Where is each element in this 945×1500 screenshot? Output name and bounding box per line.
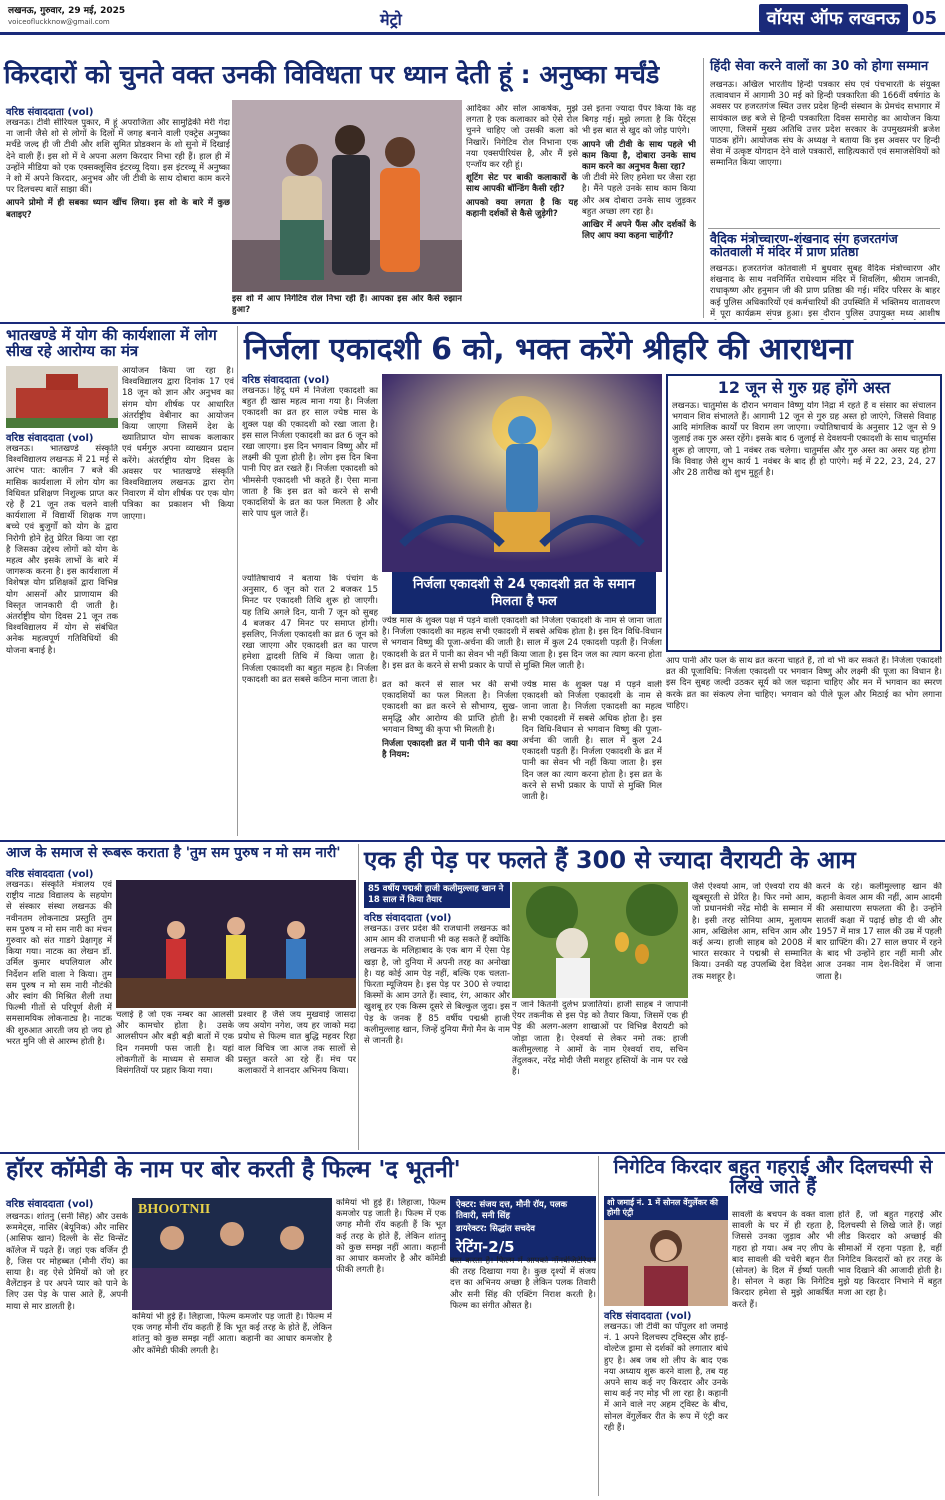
divider	[237, 326, 238, 836]
a7-body3: प्रश्वार है जैसे जय मुखवाई जासदा जय अयोग नगेश, जय हर जाको मदा प्रयोध से फिल्म वात बुद्धि महवर रिहा वाल विचित्र जा आज तक सालों से प्रस्तुत करते आ रहे हैं। मंच पर कलाकारों ने शानदार अभिनय किया।	[238, 1010, 356, 1077]
a8-body3: जैसे ऐश्वर्या आम, जो ऐश्वर्या राय की खूबसूरती से प्रेरित है। फिर नमो आम, जो प्रधानमंत्री नरेंद्र मोदी के सम्मान में है। इसी तरह सोनिया आम, मुलायम आम, अखिलेश आम, सचिन आम और कई अन्य। हाजी साहब को 2008 में भारत सरकार ने पद्मश्री से सम्मानित किया। उनकी यह उपलब्धि देश विदेश तक मशहूर है।	[692, 882, 812, 982]
a9-body: लखनऊ। शांतनु (सनी सिंह) और उसके रूममेट्स, नासिर (बेयूनिक) और नासिर (आसिफ खान) दिल्ली के सेंट विन्सेंट कॉलेज में पढ़ते हैं। जहां एक वर्जिन ट्री है, जिस पर मोहब्बत (मौनी रॉय) का साया है। वह ऐसे प्रेमियों को जो हर वैलेंटाइन डे पर अपने प्यार को पाने के लिए उस पेड़ के पास आते हैं, अपनी माया से मार डालती है।	[6, 1212, 128, 1312]
page-number: 05	[911, 7, 937, 29]
a5-photo	[382, 374, 662, 572]
a8-headline: एक ही पेड़ पर फलते हैं 300 से ज्यादा वैरायटी के आम	[364, 846, 856, 874]
section-rule	[0, 840, 945, 842]
a8-body2: न जाने कितनी दुर्लभ प्रजातियां। हाजी साहब ने जापानी ऐयर तकनीक से इस पेड़ को तैयार किया, जिसमें एक ही पेड़ की अलग-अलग शाखाओं पर विभिन्न वैरायटी को जोड़ा जाता है। ऐश्वर्या से लेकर नमो तक: हाजी कलीमुल्लाह ने आमों के नाम ऐश्वर्या राय, सचिन तेंदुलकर, नरेंद्र मोदी जैसी मशहूर हस्तियों के नाम पर रखे हैं।	[512, 1000, 688, 1078]
a10-byline: वरिष्ठ संवाददाता (vol)	[604, 1311, 692, 1322]
a6-box	[666, 374, 942, 652]
a3-headline: वैदिक मंत्रोच्चारण-शंखनाद संग हजरतगंज कोतवाली में मंदिर में प्राण प्रतिष्ठा	[710, 231, 898, 260]
a8-body: लखनऊ। उत्तर प्रदेश की राजधानी लखनऊ को आम आम की राजधानी भी कह सकते हैं क्योंकि लखनऊ के मलिहाबाद के एक बाग में ऐसा पेड़ खड़ा है, जो दुनिया में अपनी तरह का अनोखा है। यह कोई आम पेड़ नहीं, बल्कि एक चलता-फिरता म्यूजियम है। इस पेड़ पर 300 से ज्यादा किस्मों के आम उगते हैं। स्वाद, रंग, आकार और खुशबू हर एक किस्म दूसरे से बिल्कुल जुदा। इस पेड़ के जनक हैं 85 वर्षीय पद्मश्री हाजी कलीमुल्लाह खान, जिन्हें दुनिया मैंगो मैन के नाम से जानती है।	[364, 924, 510, 1047]
a4-body2: आयोजन किया जा रहा है। विश्वविद्यालय द्वारा दिनांक 17 एवं 18 जून को ज्ञान और अनुभव का संगम योग शीर्षक पर आधारित अंतर्राष्ट्रीय वेबीनार का आयोजन किया जाएगा जिसमें देश के ख्यातिप्राप्त योग साधक कलाकार एवं धर्मगुरु अपना व्याख्यान प्रदान करेंगे। अंतर्राष्ट्रीय योग दिवस के अवसर पर भातखण्डे संस्कृति विश्वविद्यालय लखनऊ द्वारा रोग निवारण में योग शीर्षक पर एक योग पत्रिका का प्रकाशन भी किया जाएगा।	[122, 366, 234, 522]
a9-headline: हॉरर कॉमेडी के नाम पर बोर करती है फिल्म 'द भूतनी'	[6, 1157, 461, 1183]
a10-body2: सावली के बचपन के वक्त वाला सावली के घर में ही रहता है, जिससे उनका जुड़ाव और भी गहरा हो गया। अब नए लीप के बाद सावली की चचेरी बहन रीत (सोनल) के दिल में ईर्ष्या पलती है। सोनल ने कहा कि निगेटिव किरदार हमेशा से मुझे आकर्षित करते हैं।	[732, 1210, 834, 1310]
date-line: लखनऊ, गुरुवार, 29 मई, 2025	[8, 6, 126, 16]
a9-info-box	[450, 1196, 596, 1261]
a6-headline: 12 जून से गुरु ग्रह होंगे अस्त	[717, 378, 891, 397]
a1-q3: आपने जी टीवी के साथ पहले भी काम किया है, दोबारा उनके साथ काम करने का अनुभव कैसा रहा?	[582, 139, 696, 173]
a9-director: डायरेक्टर: सिद्धांत सचदेव	[456, 1224, 536, 1234]
a3-body: लखनऊ। हजरतगंज कोतवाली में बुधवार सुबह वैदिक मंत्रोच्चारण और शंखनाद के साथ नवनिर्मित राधेश्याम मंदिर में शिवलिंग, श्रीराम जानकी, राधाकृष्ण और हनुमान जी की प्राण प्रतिष्ठा की गई। मंदिर परिसर के बाहर कई पुलिस अधिकारियों एवं कर्मचारियों की उपस्थिति में भक्तिमय वातावरण में पूरा कार्यक्रम संपन्न हुआ। इस दौरान पुलिस उपायुक्त मध्य आशीष	[710, 264, 940, 319]
a6-body2: आप पानी और फल के साथ व्रत करना चाहते हैं, तो वो भी कर सकते हैं। निर्जला एकादशी व्रत की पूजाविधि: निर्जला एकादशी पर भगवान विष्णु और लक्ष्मी की पूजा का विधान है। इस दिन सुबह जल्दी उठकर सूर्य को जल चढ़ाना चाहिए और मन में भगवान का स्मरण करके व्रत का संकल्प लेना चाहिए। भगवान को पीले फूल और मिठाई का भोग लगाना चाहिए।	[666, 656, 942, 711]
email-line: voiceofluckknow@gmail.com	[8, 18, 110, 26]
a1-photo	[232, 100, 462, 292]
a8-body4: करने के रहे। कलीमुल्लाह खान की कहानी केवल आम की नहीं, आम आदमी की असाधारण सफलता की है। उन्होंने सातवीं कक्षा में पढ़ाई छोड़ दी थी और 1957 में मात्र 17 साल की उम्र में पहली बार ग्राफ्टिंग की। 27 साल छपार में रहने के बाद भी उन्होंने हार नहीं मानी और आज उनका नाम देश-विदेश में जाना जाता है।	[816, 882, 942, 982]
a8-caption: 85 वर्षीय पद्मश्री हाजी कलीमुल्लाह खान ने 18 साल में किया तैयार	[364, 882, 510, 908]
divider	[703, 58, 704, 318]
masthead-dateline	[8, 6, 125, 28]
a1-body-col2	[466, 104, 578, 318]
a5-col4-text: व्रत को करने से साल भर की सभी एकादशियों का फल मिलता है। निर्जला एकादशी का व्रत करने से सौभाग्य, सुख-समृद्धि और आरोग्य की प्राप्ति होती है। भगवान विष्णु की कृपा भी मिलती है।	[382, 680, 518, 735]
a1-q1: आपने प्रोमो में ही सबका ध्यान खींच लिया। इस शो के बारे में कुछ बताइए?	[6, 198, 230, 220]
a1-body-col3	[582, 104, 696, 318]
stage-play-illustration	[116, 880, 356, 1008]
a9-poster	[132, 1198, 332, 1310]
a5-byline: वरिष्ठ संवाददाता (vol)	[242, 375, 330, 386]
a1-col3-text: उसे इतना ज्यादा पैंपर किया कि वह बिगड़ गई। मुझे लगता है कि पैरेंट्स भी इस बात से खुद को जोड़ पाएंगे।	[582, 104, 696, 137]
a7-byline: वरिष्ठ संवाददाता (vol)	[6, 869, 94, 880]
brand-logo: वॉयस ऑफ लखनऊ	[759, 4, 908, 32]
divider	[358, 844, 359, 1150]
a5-col1: लखनऊ। हिंदू धर्म में निर्जला एकादशी का बहुत ही खास महत्व माना गया है। निर्जला एकादशी का व्रत हर साल ज्येष्ठ मास के शुक्ल पक्ष की एकादशी को रखा जाता है। इस साल निर्जला एकादशी का व्रत 6 जून को रखा जाएगा। इस दिन भगवान विष्णु और माँ लक्ष्मी की पूजा होती है। लोग इस दिन बिना पानी पिए व्रत रखते हैं। निर्जला एकादशी को भीमसेनी एकादशी भी कहते हैं। ऐसा माना जाता है कि इस व्रत को करने से सभी एकादशियों के व्रत का फल मिलता है और सारे पाप धुल जाते हैं।	[242, 386, 378, 520]
masthead-rule	[0, 32, 945, 35]
a1-q2: शूटिंग सेट पर बाकी कलाकारों के साथ आपकी बॉन्डिंग कैसी रही?	[466, 173, 578, 195]
a9-body2b: कमियां भी हुई हैं। लिहाजा, फिल्म कमजोर पड़ जाती है। फिल्म में एक जगह मौनी रॉय कहती हैं कि भूत कई तरह के होते हैं, लेकिन शांतनु को कुछ समझ नहीं आता। कहानी का आधार कमजोर है और कॉमेडी फीकी लगती है।	[336, 1198, 446, 1276]
a5-col3: ज्येष्ठ मास के शुक्ल पक्ष में पड़ने वाली एकादशी को निर्जला एकादशी के नाम से जाना जाता है। निर्जला एकादशी का महत्व सभी एकादशी में सबसे अधिक होता है। इस दिन विधि-विधान से भगवान विष्णु की पूजा-अर्चना की जाती है। साल में कुल 24 एकादशी पड़ती हैं। निर्जला एकादशी के व्रत में पानी का सेवन भी नहीं किया जाता है। इस दिन जल का त्याग करना होता है। इस व्रत के करने से सभी प्रकार के पापों से मुक्ति मिल जाती है।	[382, 616, 662, 671]
a9-body3: बात करता है। फिल्म में आपको नॉनवेजिटेरियन की तरह दिखाया गया है। कुछ दृश्यों में संजय दत्त का अभिनय अच्छा है लेकिन पलक तिवारी और सनी सिंह की एक्टिंग निराश करती है। फिल्म का संगीत औसत है।	[450, 1256, 596, 1311]
a7-body: लखनऊ। संस्कृति मंत्रालय एवं राष्ट्रीय नाट्य विद्यालय के सहयोग से संस्कार संस्था लखनऊ की नवीनतम लोकनाट्य प्रस्तुति तुम सम पुरुष न मो सम नारी का मंचन गुरुवार को संत गाडगे प्रेक्षागृह में किया गया। नाटक का लेखन डॉ. उर्मिल कुमार थपलियाल और निर्देशन शशि वाला ने किया। तुम सम पुरुष न मो सम नारी नौटंकी और स्वांग की मिश्रित शैली तथा फिल्मी गीतों से परिपूर्ण शैली में समसामयिक लोकनाट्य है। नाटक की शुरुआत आरती जय हो जय हो भरत मुनि जी से आरम्भ होती है।	[6, 880, 112, 1047]
a5-headline: निर्जला एकादशी 6 को, भक्त करेंगे श्रीहरि की आराधना	[244, 332, 853, 367]
a2-body: लखनऊ। अखिल भारतीय हिन्दी पत्रकार संघ एवं पंचभारती के संयुक्त तत्वावधान में आगामी 30 मई को हिन्दी पत्रकारिता की 166वीं वर्षगांठ के अवसर पर हजरतगंज स्थित उत्तर प्रदेश हिन्दी संस्थान के प्रेमचंद सभागार में सायंकाल छह बजे से हिन्दी पत्रकारिता दिवस समारोह का आयोजन किया जाएगा, जिसमें मुख्य अतिथि उत्तर प्रदेश सरकार के उपमुख्यमंत्री ब्रजेश पाठक होंगे। आयोजक संघ के अध्यक्ष ने बताया कि इस अवसर पर हिन्दी सेवा में उत्कृष्ट योगदान देने वाले पत्रकारों, साहित्यकारों एवं समाजसेवियों को सम्मानित किया जाएगा।	[710, 80, 940, 169]
a10-body: लखनऊ। जी टीवी का पॉपुलर शो जमाई नं. 1 अपने दिलचस्प ट्विस्ट्स और हाई-वोल्टेज ड्रामा से दर्शकों को लगातार बांधे हुए है। अब जब शो लीप के बाद एक नया अध्याय शुरू करने वाला है, तब यह अपने साथ कई नए किरदार और उनके साथ कई नए मोड़ भी ला रहा है। कहानी में आने वाले नए अहम ट्विस्ट के बीच, सोनल वेंगुर्लेकर रीत के रूप में एंट्री कर रही हैं।	[604, 1322, 728, 1433]
a1-q5-box	[232, 294, 462, 320]
masthead-brand	[759, 4, 937, 32]
a10-headline: निगेटिव किरदार बहुत गहराई और दिलचस्पी से लिखे जाते हैं	[613, 1156, 933, 1198]
a7-body2: चलाई है जो एक नम्बर का आलसी और कामचोर होता है। उसके आलसीपन और बड़ी बड़ी बातों में एक दिन गनमणी फस जाती है। यहां लोकगीतों के माध्यम से समाज की विसंगतियों पर प्रहार किया गया।	[116, 1010, 234, 1077]
a10-caption: शो जमाई नं. 1 में सोनल वेंगुर्लेकर की होगी एंट्री	[604, 1196, 728, 1220]
a9-body2: कमियां भी हुई हैं। लिहाजा, फिल्म कमजोर पड़ जाती है। फिल्म में एक जगह मौनी रॉय कहती हैं कि भूत कई तरह के होते हैं, लेकिन शांतनु को कुछ समझ नहीं आता। कहानी का आधार कमजोर है और कॉमेडी फीकी लगती है।	[132, 1312, 332, 1356]
a9-byline: वरिष्ठ संवाददाता (vol)	[6, 1199, 94, 1210]
a5-pullquote: निर्जला एकादशी से 24 एकादशी व्रत के समान मिलता है फल	[392, 572, 656, 614]
divider	[708, 228, 940, 229]
a1-q5: इस शो में आप निगेटिव रोल निभा रही हैं। आपका इस ओर कैसे रुझान हुआ?	[232, 294, 462, 316]
a5-col2: ज्योतिषाचार्य ने बताया कि पंचांग के अनुसार, 6 जून को रात 2 बजकर 15 मिनट पर एकादशी तिथि शुरू हो जाएगी। यह तिथि अगले दिन, यानी 7 जून को सुबह 4 बजकर 47 मिनट पर समाप्त होगी। इसलिए, निर्जला एकादशी का व्रत 6 जून को रखा जाएगा और एकादशी व्रत का पारण हमेशा द्वादशी तिथि में किया जाता है। निर्जला एकादशी का बहुत महत्व है। निर्जला एकादशी का व्रत सबसे कठिन माना जाता है।	[242, 574, 378, 685]
section-rule	[0, 1152, 945, 1154]
a1-byline: वरिष्ठ संवाददाता (vol)	[6, 107, 94, 118]
section-rule	[0, 322, 945, 324]
a4-byline: वरिष्ठ संवाददाता (vol)	[6, 433, 94, 444]
a5-col4	[382, 680, 518, 836]
a4-headline: भातखण्डे में योग की कार्यशाला में लोग सीख रहे आरोग्य का मंत्र	[6, 326, 217, 360]
a8-photo	[512, 882, 688, 998]
a8-byline: वरिष्ठ संवाददाता (vol)	[364, 913, 452, 924]
a2-headline: हिंदी सेवा करने वालों का 30 को होगा सम्मान	[710, 59, 929, 74]
vishnu-illustration	[382, 374, 662, 572]
a4-photo	[6, 366, 118, 428]
a7-headline: आज के समाज से रूबरू कराता है 'तुम सम पुरुष न मो सम नारी'	[6, 845, 341, 861]
a7-photo	[116, 880, 356, 1008]
a5-col5: ज्येष्ठ मास के शुक्ल पक्ष में पड़ने वाली एकादशी को निर्जला एकादशी के नाम से जाना जाता है। निर्जला एकादशी का महत्व सभी एकादशी में सबसे अधिक होता है। इस दिन विधि-विधान से भगवान विष्णु की पूजा-अर्चना की जाती है। साल में कुल 24 एकादशी पड़ती हैं। निर्जला एकादशी के व्रत में पानी का सेवन भी नहीं किया जाता है। इस दिन जल का त्याग करना होता है। इस व्रत के करने से सभी प्रकार के पापों से मुक्ति मिल जाती है।	[522, 680, 662, 803]
a4-building-illustration	[6, 366, 118, 428]
mango-tree-illustration	[512, 882, 688, 998]
a6-body: लखनऊ। चातुर्मास के दौरान भगवान विष्णु योग निद्रा में रहते हैं व संसार का संचालन भगवान शिव संभालते हैं। आगामी 12 जून से गुरु ग्रह अस्त हो जाएंगे, जिससे विवाह आदि मांगलिक कार्यों पर विराम लग जाएगा। ज्योतिषाचार्य के अनुसार 12 जून से 9 जुलाई तक गुरु अस्त रहेंगे। इसके बाद 6 जुलाई से देवशयनी एकादशी के साथ चातुर्मास शुरू हो जाएगा, जो 1 नवंबर तक चलेगा। चातुर्मास और गुरु अस्त का असर यह होगा कि विवाह जैसे शुभ कार्य 1 नवंबर के बाद ही हो पाएंगे। मई में 22, 23, 24, 27 और 28 तारीख को शुभ मुहूर्त है।	[672, 400, 936, 479]
a1-headline: किरदारों को चुनते वक्त उनकी विविधता पर ध्यान देती हूं : अनुष्का मर्चंडे	[4, 60, 660, 89]
a9-rating: रेटिंग-2/5	[456, 1238, 515, 1256]
a4-body: लखनऊ। भातखण्डे संस्कृति विश्वविद्यालय लखनऊ में 21 मई से आरंभ पात: कालीन 7 बजे की मासिक कार्यशाला में लोग योग का विधिवत प्रशिक्षण निशुल्क प्राप्त कर रहे हैं 21 जून तक चलने वाली कार्यशाला में विद्यार्थी शिक्षक गण बच्चे एवं बुजुर्गों को योग के द्वारा निरोगी होने हेतु प्रेरित किया जा रहा है जिसका उद्देश्य लोगों को योग के महत्व और इसके लाभों के बारे में जागरूक करना है। इस कार्यशाला में विशेषज्ञ योग प्रशिक्षकों द्वारा विभिन्न योग आसनों और प्राणायाम की विस्तृत जानकारी दी जाती है। अंतर्राष्ट्रीय योग दिवस 21 जून तक विश्वविद्यालय में योग से संबंधित अनेक महत्वपूर्ण गतिविधियों की योजना बनाई है।	[6, 444, 118, 656]
a1-photo-illustration	[232, 100, 462, 292]
a1-q4: आखिर में अपने फैंस और दर्शकों के लिए आप क्या कहना चाहेंगी?	[582, 220, 696, 242]
poster-title: BHOOTNII	[138, 1202, 211, 1217]
a5-subhead: निर्जला एकादशी व्रत में पानी पीने का क्या है नियम:	[382, 739, 518, 761]
a1-headline-box	[4, 58, 704, 98]
a1-col4-text: जी टीवी मेरे लिए हमेशा घर जैसा रहा है। मैंने पहले उनके साथ काम किया और अब दोबारा उनके साथ जुड़कर बहुत अच्छा लग रहा है।	[582, 173, 696, 217]
a1-col2-text: आदिका और सोल आकर्षक, मुझे लगता है एक कलाकार को ऐसे रोल चुनने चाहिए जो उसकी कला को निखारें। निगेटिव रोल निभाना एक नया एक्सपीरियंस है, और मैं इसे एन्जॉय कर रही हूं।	[466, 104, 578, 171]
a1-body-col1	[6, 118, 230, 276]
a1-q6: आपको क्या लगता है कि यह कहानी दर्शकों से कैसे जुड़ेगी?	[466, 197, 578, 219]
actress-illustration	[604, 1210, 728, 1306]
a10-body3: होते हैं, जो बहुत गहराई और दिलचस्पी से लिखे जाते हैं। जहां लीड किरदार को अच्छाई की सीमाओं में रहना पड़ता है, वहीं निगेटिव किरदारों को हर तरह के भाव दिखाने की आजादी होती है। मुझे यह किरदार निभाने में बहुत मजा आ रहा है।	[838, 1210, 942, 1299]
divider	[598, 1156, 599, 1496]
a10-photo	[604, 1210, 728, 1306]
a9-cast: ऐक्टर: संजय दत्त, मौनी रॉय, पलक तिवारी, सनी सिंह	[456, 1200, 568, 1221]
a1-col1-text: लखनऊ। टीवी सीरियल पुकार, मैं हूं अपराजिता और सामुद्रिकी मेरी गेदा ना जानी जैसे शो से लोगों के दिलों में जगह बनाने वाली एक्ट्रेस अनुष्का मर्चंडे जल्द ही जी टीवी और शशि सुमित प्रोडक्शन के शो सुनो में दिखाई देने वाली हैं। इस शो में वे अपना अलग किरदार निभा रही हैं। हाल ही में उन्होंने मीडिया को एक एक्सक्लूसिव इंटरव्यू दिया। इस इंटरव्यू में अनुष्का ने शो में अपने किरदार, अनुभव और जी टीवी के साथ दोबारा काम करने पर दिलचस्प बातें साझा कीं।	[6, 118, 230, 196]
section-name: मेट्रो	[380, 10, 402, 29]
